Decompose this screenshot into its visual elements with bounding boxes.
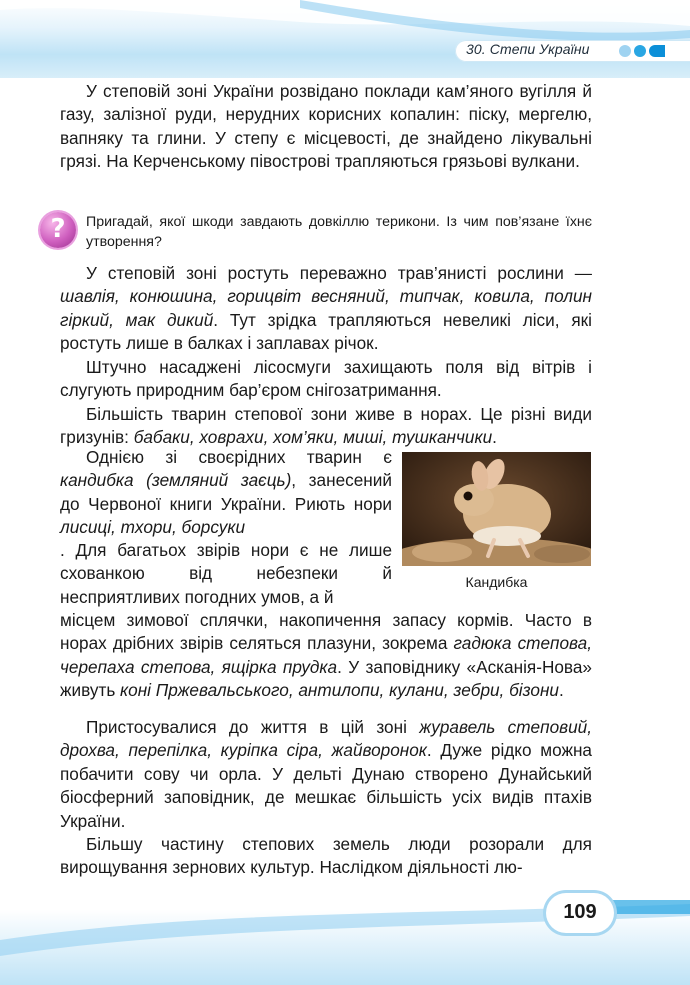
dot-light-icon	[619, 45, 631, 57]
paragraph-rodents	[60, 403, 592, 450]
paragraph-birds	[60, 716, 592, 833]
chapter-title: 30. Степи України	[466, 41, 590, 57]
question-text: Пригадай, якої шкоди завдають довкіллю терикони. Із чим пов’язане їхнє утворення?	[86, 214, 592, 250]
reserve-animals-list: коні Пржевальського, антилопи, кулани, зебри, бізони	[120, 680, 559, 701]
kandybka-photo	[402, 452, 591, 566]
kandybka-name: кандибка (земляний заєць)	[60, 470, 292, 491]
paragraph-kandybka-narrow	[60, 446, 392, 540]
diggers-list: лисиці, тхори, борсуки	[60, 517, 246, 538]
rodents-list: бабаки, ховрахи, хом’яки, миші, тушканчики	[133, 427, 493, 448]
dot-dark-icon	[649, 45, 665, 57]
plants-outro: . Тут зрідка трапляються невеликі ліси, які ростуть лише в балках і заплавах річок.	[60, 309, 592, 354]
reptiles-list: гадюка степова, черепаха степова, ящірка прудка	[60, 633, 592, 677]
birds-intro: Пристосувалися до життя в цій зоні	[86, 717, 420, 737]
photo-caption: Кандибка	[465, 574, 528, 590]
kandybka-redbook: , занесений до Червоної книги України. Риють нори	[60, 470, 392, 514]
reserve-outro: .	[558, 680, 564, 701]
page-number: 109	[563, 901, 597, 923]
dot-medium-icon	[634, 45, 646, 57]
rodents-outro: .	[492, 427, 497, 448]
paragraph-plants	[60, 262, 592, 356]
birds-list: журавель степовий, дрохва, перепілка, куріпка сіра, жайворонок	[60, 717, 592, 761]
birds-outro: . Дуже рідко можна побачити сову чи орла. У дельті Дунаю створено Дунайський біосферний заповідник, де мешкає більшість усіх видів птахів України.	[60, 740, 592, 831]
plants-intro: У степовій зоні ростуть переважно трав’янисті рослини —	[86, 263, 592, 283]
burrows-text: . Для багатьох звірів нори є не лише схованкою від небезпеки й несприятливих погодних умов, а й	[60, 540, 392, 607]
paragraph-forest-belts: Штучно насаджені лісосмуги захищають поля від вітрів і слугують природним бар’єром снігозатримання.	[60, 357, 592, 401]
rodents-intro: Більшість тварин степової зони живе в норах. Це різні види гризунів:	[60, 404, 592, 448]
reserve-intro: . У заповіднику «Асканія-Нова» живуть	[60, 656, 592, 701]
burrows-continued: місцем зимової сплячки, накопичення запасу кормів. Часто в норах дрібних звірів селяться плазуни, зокрема	[60, 610, 592, 654]
page-number-badge	[546, 893, 614, 933]
header-dots-decoration	[619, 45, 665, 57]
paragraph-minerals: У степовій зоні України розвідано поклади кам’яного вугілля й газу, залізної руди, нерудних корисних копалин: піску, мергелю, вапняку та глини. У степу є місцевості, де знайдено лікувальні грязі. На Керченському півострові трапляються грязьові вулкани.	[60, 81, 592, 172]
paragraph-burrows-narrow	[60, 539, 392, 609]
paragraph-agriculture: Більшу частину степових земель люди розорали для вирощування зернових культур. Наслідком діяльності лю-	[60, 834, 592, 878]
kandybka-intro: Однією зі своєрідних тварин є	[86, 447, 392, 467]
plants-list: шавлія, конюшина, горицвіт весняний, типчак, ковила, полин гіркий, мак дикий	[60, 286, 592, 330]
paragraph-burrows-wide	[60, 609, 592, 703]
question-icon: ?	[40, 212, 76, 248]
